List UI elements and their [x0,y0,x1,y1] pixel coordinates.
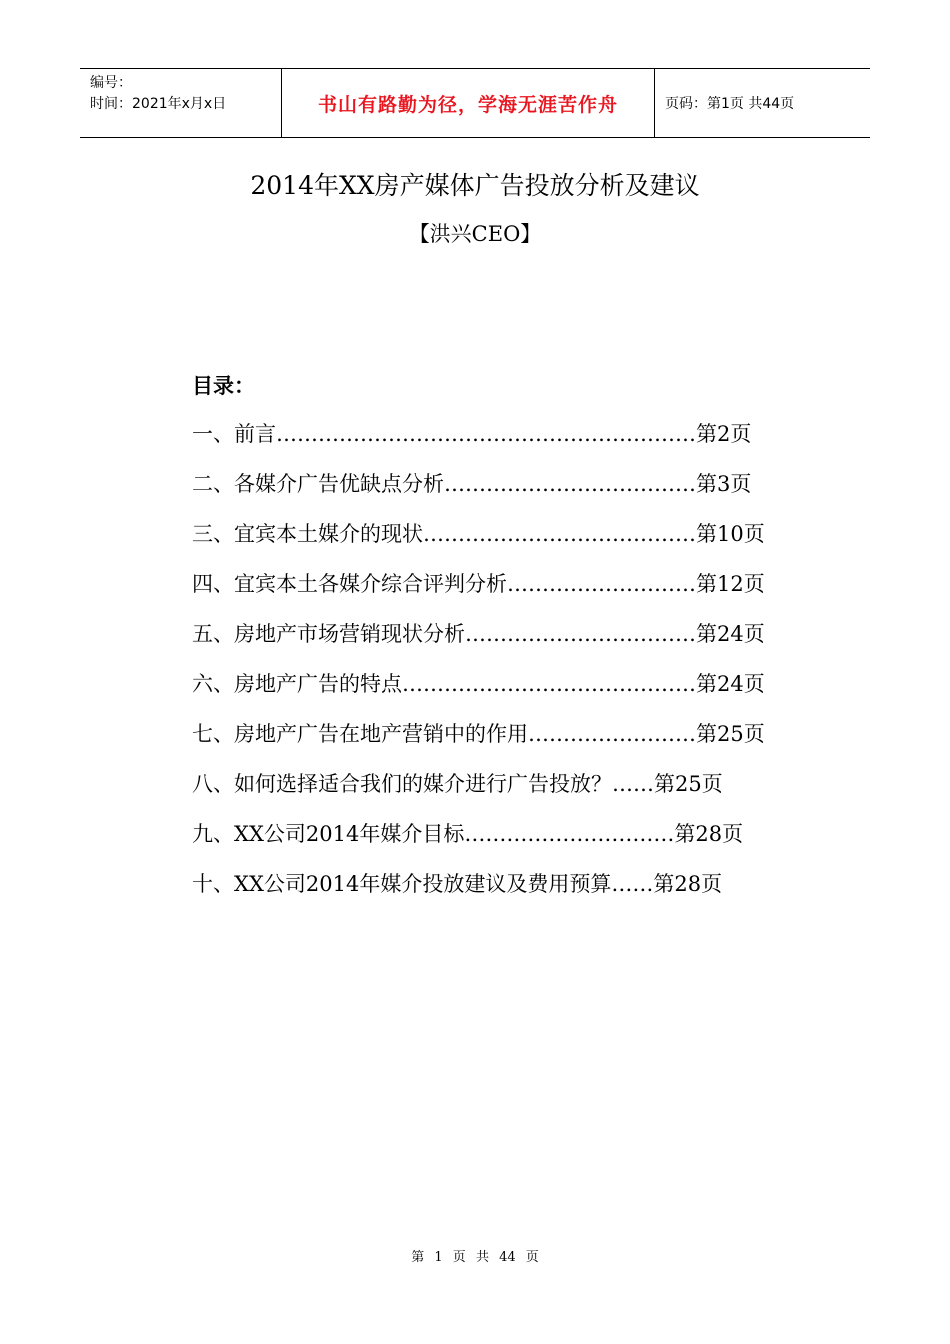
motto-text: 书山有路勤为径，学海无涯苦作舟 [317,93,618,116]
footer-page-number: 1 [434,1250,443,1265]
toc-heading: 目录： [192,373,255,398]
header-table [80,68,870,138]
footer-total-pages: 44 [499,1250,516,1265]
page-info-text: 页码：第1页 共44页 [665,96,795,112]
document-title: 2014年XX房产媒体广告投放分析及建议 [250,171,700,200]
toc-item: 二、各媒介广告优缺点分析………………………………第3页 [192,472,752,496]
toc-item: 一、前言……………………………………………………第2页 [192,422,752,446]
header-meta-cell [80,69,282,137]
page-footer [0,1246,950,1265]
toc-item: 十、XX公司2014年媒介投放建议及费用预算……第28页 [192,872,723,896]
motto-cell [282,69,655,137]
time-label: 时间：2021年x月x日 [90,96,227,112]
toc-item: 八、如何选择适合我们的媒介进行广告投放？……第25页 [192,772,723,796]
number-label: 编号： [90,75,132,91]
page-info-cell [655,69,870,137]
footer-part: 共 [475,1250,489,1265]
toc-item: 三、宜宾本土媒介的现状…………………………………第10页 [192,522,765,546]
toc-item: 七、房地产广告在地产营销中的作用……………………第25页 [192,722,765,746]
toc-item: 六、房地产广告的特点……………………………………第24页 [192,672,765,696]
document-subtitle: 【洪兴CEO】 [408,222,542,246]
toc-item: 五、房地产市场营销现状分析……………………………第24页 [192,622,765,646]
table-of-contents [192,416,832,916]
footer-part: 页 [452,1250,466,1265]
toc-item: 九、XX公司2014年媒介目标…………………………第28页 [192,822,744,846]
footer-part: 页 [525,1250,539,1265]
footer-part: 第 [411,1250,425,1265]
toc-item: 四、宜宾本土各媒介综合评判分析………………………第12页 [192,572,765,596]
